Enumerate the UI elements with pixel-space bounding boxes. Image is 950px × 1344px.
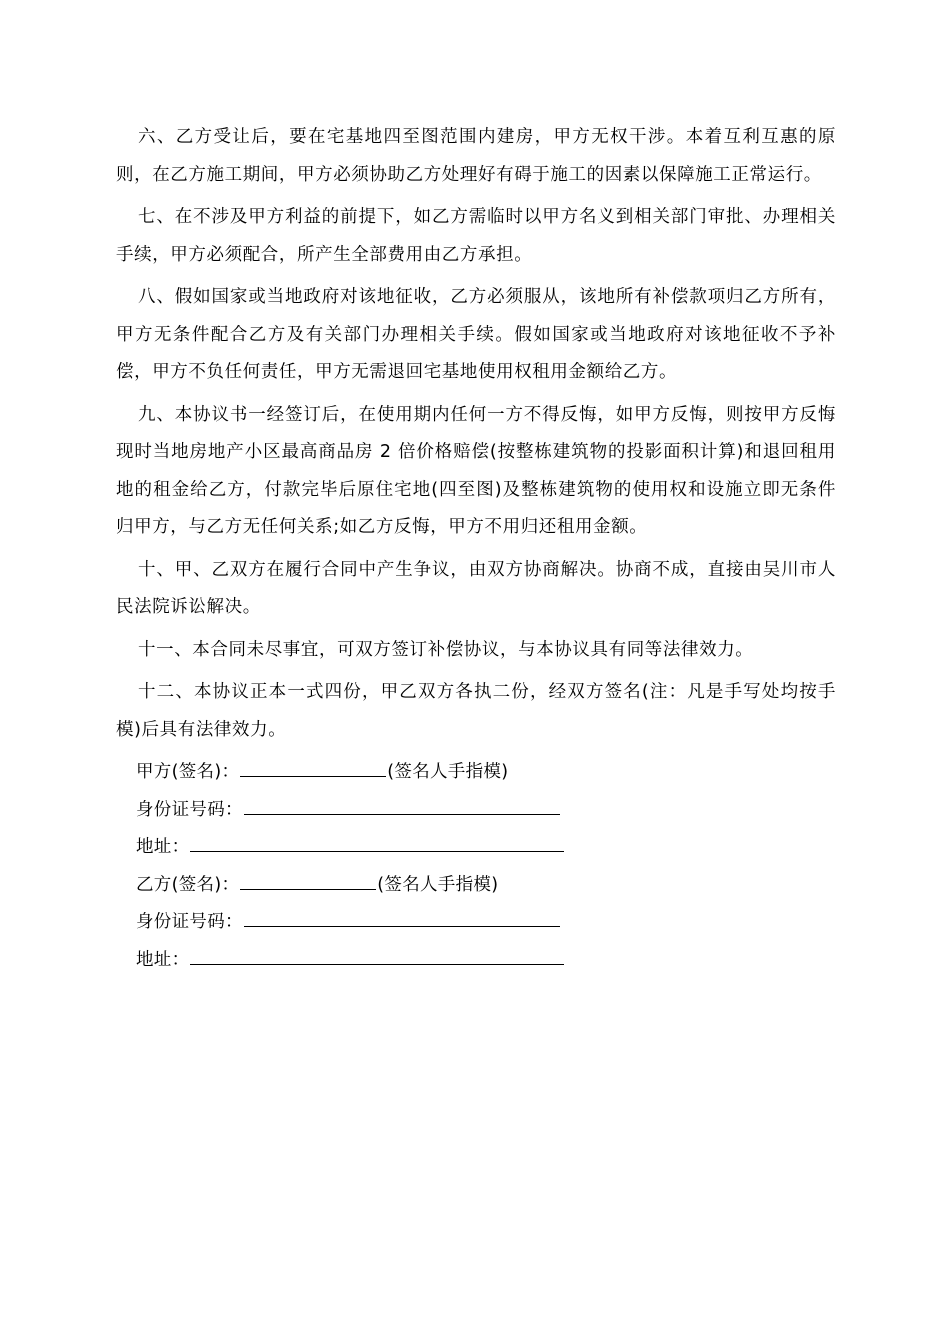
clause-10: 十、甲、乙双方在履行合同中产生争议，由双方协商解决。协商不成，直接由吴川市人民法院诉讼解决。	[116, 559, 836, 617]
party-a-address-blank	[190, 829, 564, 852]
party-a-note: (签名人手指模)	[387, 762, 509, 782]
party-b-note: (签名人手指模)	[377, 874, 499, 895]
signature-block	[116, 754, 836, 979]
party-b-id-blank	[244, 904, 560, 927]
party-b-id-line	[116, 904, 836, 942]
party-b-label: 乙方(签名)：	[136, 874, 240, 895]
party-b-signature-blank	[240, 867, 376, 890]
party-b-address-blank	[190, 942, 564, 965]
party-a-id-blank	[244, 792, 560, 815]
party-a-id-line	[116, 792, 836, 830]
party-b-signature-line	[116, 867, 836, 905]
party-a-address-label: 地址：	[136, 837, 190, 857]
clause-12: 十二、本协议正本一式四份，甲乙双方各执二份，经双方签名(注：凡是手写处均按手模)后具有法律效力。	[116, 682, 836, 740]
party-a-signature-blank	[240, 754, 386, 777]
party-b-address-label: 地址：	[136, 949, 190, 970]
clause-9: 九、本协议书一经签订后，在使用期内任何一方不得反悔，如甲方反悔，则按甲方反悔现时当地房地产小区最高商品房 2 倍价格赔偿(按整栋建筑物的投影面积计算)和退回租用地的租金给乙方，付款完毕后原住宅地(四至图)及整栋建筑物的使用权和设施立即无条件归甲方，与乙方无任何关系;如乙方反悔，甲方不用归还租用金额。	[116, 404, 836, 537]
party-a-label: 甲方(签名)：	[136, 762, 240, 782]
party-a-signature-line	[116, 754, 836, 792]
party-b-address-line	[116, 942, 836, 980]
clause-7: 七、在不涉及甲方利益的前提下，如乙方需临时以甲方名义到相关部门审批、办理相关手续，甲方必须配合，所产生全部费用由乙方承担。	[116, 207, 836, 265]
party-a-address-line	[116, 829, 836, 867]
party-a-id-label: 身份证号码：	[136, 799, 243, 820]
clause-8: 八、假如国家或当地政府对该地征收，乙方必须服从，该地所有补偿款项归乙方所有，甲方无条件配合乙方及有关部门办理相关手续。假如国家或当地政府对该地征收不予补偿，甲方不负任何责任，甲方无需退回宅基地使用权租用金额给乙方。	[116, 287, 836, 382]
clause-11: 十一、本合同未尽事宜，可双方签订补偿协议，与本协议具有同等法律效力。	[138, 639, 754, 660]
document-body	[116, 119, 836, 979]
party-b-id-label: 身份证号码：	[136, 912, 243, 932]
clause-6: 六、乙方受让后，要在宅基地四至图范围内建房，甲方无权干涉。本着互利互惠的原则，在乙方施工期间，甲方必须协助乙方处理好有碍于施工的因素以保障施工正常运行。	[116, 127, 836, 185]
